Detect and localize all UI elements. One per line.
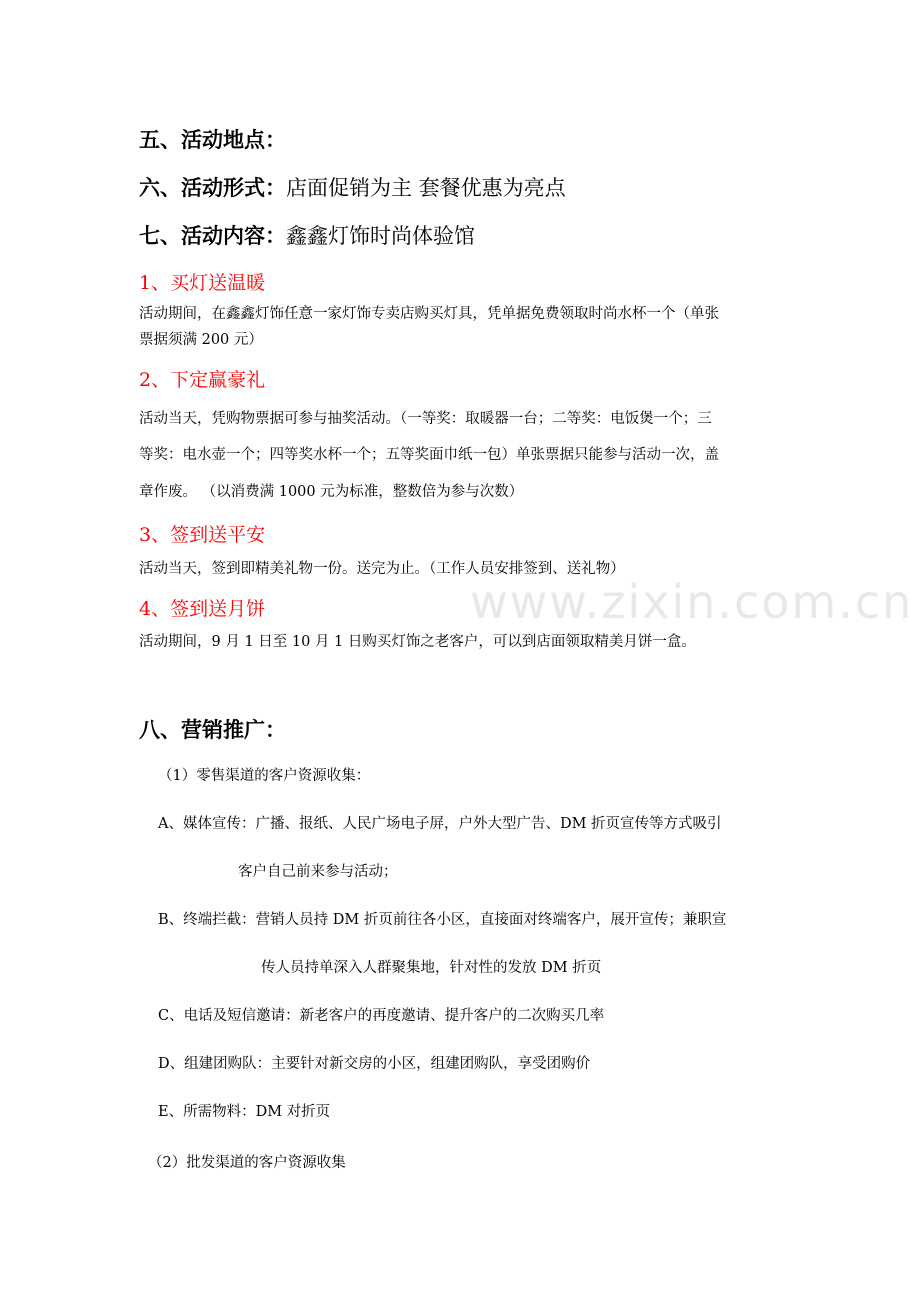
marketing-a-line-1: A、媒体宣传：广播、报纸、人民广场电子屏，户外大型广告、DM 折页宣传等方式吸引 [158, 816, 722, 832]
section-8-label: 八、营销推广： [139, 718, 286, 742]
marketing-e: E、所需物料：DM 对折页 [158, 1104, 331, 1120]
item-2-title: 2、下定赢豪礼 [139, 369, 266, 391]
marketing-a-line-2: 客户自己前来参与活动； [238, 864, 398, 880]
item-2-line-3: 章作废。 （以消费满 1000 元为标准，整数倍为参与次数） [139, 484, 524, 500]
watermark: www.zixin.com.cn [470, 575, 914, 629]
section-6-label: 六、活动形式： [139, 176, 286, 200]
item-4-title: 4、签到送月饼 [139, 598, 266, 620]
section-5-label: 五、活动地点： [139, 128, 286, 152]
item-2-line-2: 等奖：电水壶一个；四等奖水杯一个；五等奖面巾纸一包）单张票据只能参与活动一次，盖 [139, 447, 719, 463]
item-2-line-1: 活动当天，凭购物票据可参与抽奖活动。（一等奖：取暖器一台；二等奖：电饭煲一个；三 [139, 411, 712, 427]
item-4-line-1: 活动期间，9 月 1 日至 10 月 1 日购买灯饰之老客户，可以到店面领取精美月饼一盒。 [139, 634, 696, 650]
marketing-d: D、组建团购队：主要针对新交房的小区，组建团购队，享受团购价 [158, 1056, 591, 1072]
section-7-label: 七、活动内容： [139, 224, 286, 248]
item-1-title: 1、买灯送温暖 [139, 272, 266, 294]
item-3-title: 3、签到送平安 [139, 524, 266, 546]
item-1-line-1: 活动期间，在鑫鑫灯饰任意一家灯饰专卖店购买灯具，凭单据免费领取时尚水杯一个（单张 [139, 306, 719, 322]
retail-heading: （1）零售渠道的客户资源收集： [158, 768, 371, 784]
marketing-b-line-1: B、终端拦截：营销人员持 DM 折页前往各小区，直接面对终端客户，展开宣传；兼职宣 [158, 912, 727, 928]
section-6-value: 店面促销为主 套餐优惠为亮点 [286, 176, 566, 200]
item-3-line-1: 活动当天，签到即精美礼物一份。送完为止。（工作人员安排签到、送礼物） [139, 561, 625, 577]
section-5-heading [139, 124, 286, 154]
item-1-line-2: 票据须满 200 元） [139, 332, 263, 348]
section-6-heading [139, 172, 566, 202]
marketing-b-line-2: 传人员持单深入人群聚集地，针对性的发放 DM 折页 [261, 960, 602, 976]
section-7-value: 鑫鑫灯饰时尚体验馆 [286, 224, 475, 248]
marketing-c: C、电话及短信邀请：新老客户的再度邀请、提升客户的二次购买几率 [158, 1008, 605, 1024]
section-8-heading [139, 714, 286, 744]
section-7-heading [139, 220, 475, 250]
wholesale-heading: （2）批发渠道的客户资源收集 [148, 1155, 346, 1171]
